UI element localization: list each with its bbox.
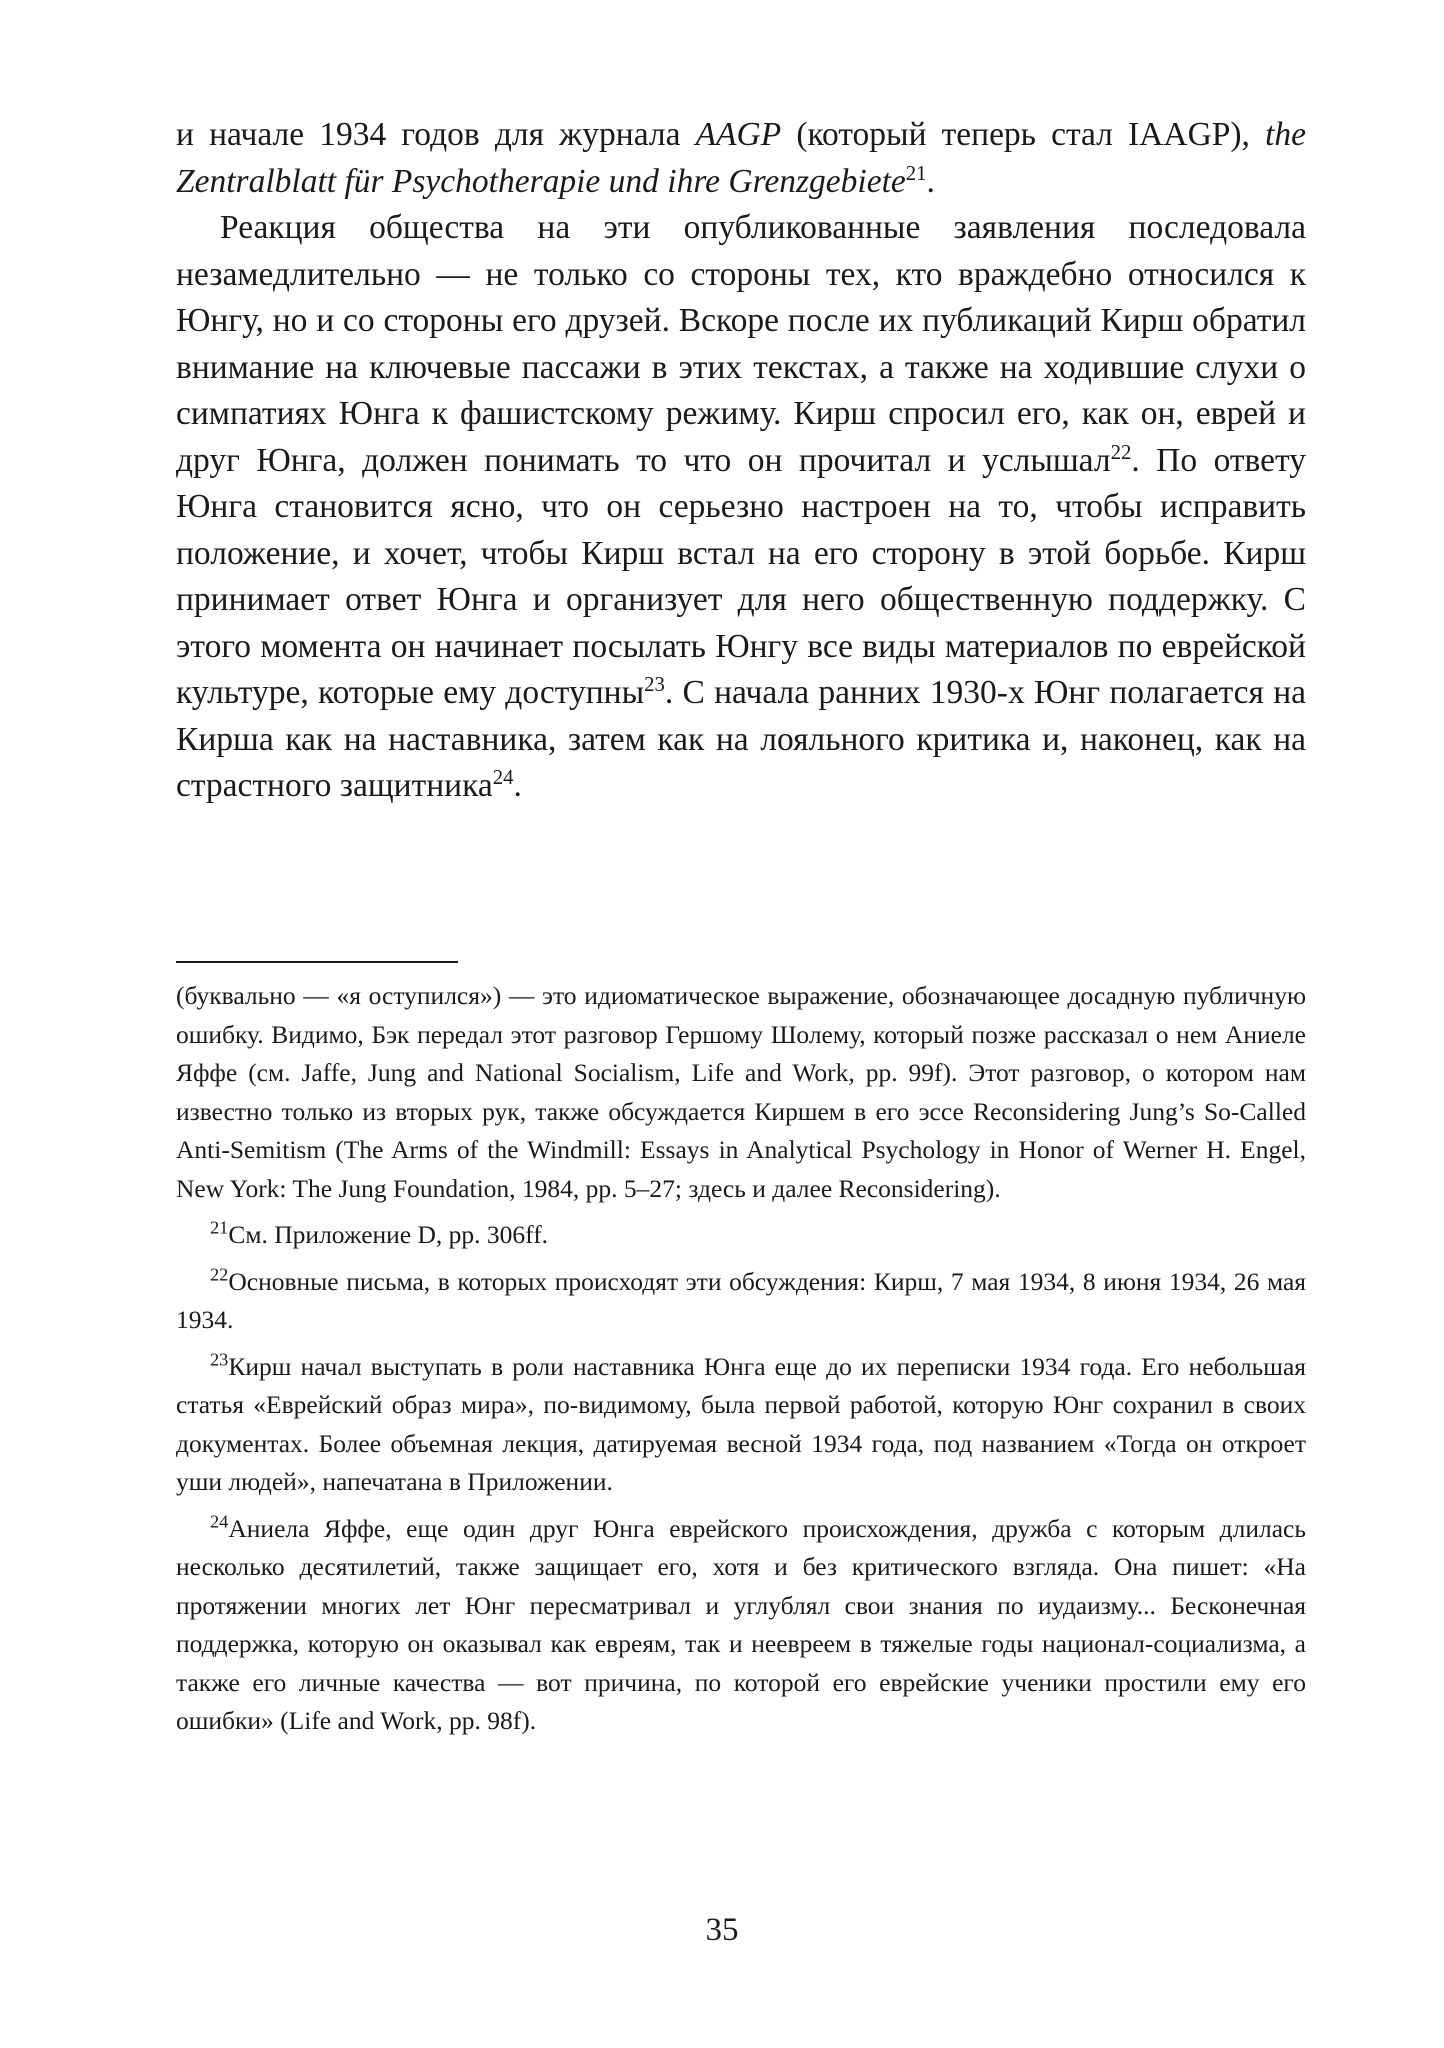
paragraph-2 (176, 205, 1306, 810)
footnote-23 (176, 1348, 1306, 1502)
footnote-number: 23 (210, 1349, 229, 1369)
p2-text-3: . С начала ранних 1930-х Юнг полагается на Кирша как на наставника, затем как на лояльного критика и, наконец, как на страстного защитника (176, 674, 1306, 804)
p1-end: . (926, 162, 935, 200)
footnote-number: 22 (210, 1264, 229, 1284)
footnote-ref-23: 23 (644, 672, 665, 696)
footnote-text: Аниела Яффе, еще один друг Юнга еврейского происхождения, дружба с которым длилась несколько десятилетий, также защищает его, хотя и без критического взгляда. Она пишет: «На протяжении многих лет Юнг пересматривал и углублял свои знания по иудаизму... Бесконечная поддержка, которую он оказывал как евреям, так и неевреем в тяжелые годы национал-социализма, а также его личные качества — вот причина, по которой его еврейские ученики простили ему его ошибки» (Life and Work, pp. 98f). (176, 1513, 1306, 1735)
footnote-divider (176, 961, 458, 963)
footnote-continuation: (буквально — «я оступился») — это идиоматическое выражение, обозначающее досадную публичную ошибку. Видимо, Бэк передал этот разговор Гершому Шолему, который позже рассказал о нем Аниеле Яффе (см. Jaffe, Jung and National Socialism, Life and Work, pp. 99f). Этот разговор, о котором нам известно только из вторых рук, также обсуждается Киршем в его эссе Reconsidering Jung’s So-Called Anti-Semitism (The Arms of the Windmill: Essays in Analytical Psychology in Honor of Werner H. Engel, New York: The Jung Foundation, 1984, pp. 5–27; здесь и далее Reconsidering). (176, 981, 1306, 1203)
paragraph-1 (176, 112, 1306, 205)
p2-text-2: . По ответу Юнга становится ясно, что он серьезно настроен на то, чтобы исправить положение, и хочет, чтобы Кирш встал на его сторону в этой борьбе. Кирш принимает ответ Юнга и организует для него общественную поддержку. С этого момента он начинает посылать Юнгу все виды материалов по еврейской культуре, которые ему доступны (176, 441, 1306, 711)
p1-text: и начале 1934 годов для журнала (176, 116, 696, 153)
footnote-text: См. Приложение D, pp. 306ff. (228, 1220, 549, 1249)
footnote-text: Кирш начал выступать в роли наставника Юнга еще до их переписки 1934 года. Его небольшая статья «Еврейский образ мира», по-видимому, была первой работой, которую Юнг сохранил в своих документах. Более объемная лекция, датируемая весной 1934 года, под названием «Тогда он откроет уши людей», напечатана в Приложении. (176, 1351, 1306, 1496)
p2-text-1: Реакция общества на эти опубликованные заявления последовала незамедлительно — не только со стороны тех, кто враждебно относился к Юнгу, но и со стороны его друзей. Вскоре после их публикаций Кирш обратил внимание на ключевые пассажи в этих текстах, а также на ходившие слухи о симпатиях Юнга к фашистскому режиму. Кирш спросил его, как он, еврей и друг Юнга, должен понимать то что он прочитал и услышал (176, 209, 1306, 479)
page-number: 35 (705, 1912, 739, 1948)
journal-name-aagp: AAGP (695, 116, 782, 153)
main-text (176, 112, 1306, 810)
footnotes (176, 977, 1306, 1741)
footnote-24 (176, 1510, 1306, 1741)
footnote-ref-22: 22 (1110, 440, 1132, 464)
footnote-number: 21 (210, 1217, 229, 1238)
footnote-ref-21: 21 (905, 161, 927, 185)
journal-name-zentralblatt: the Zentralblatt für Psychotherapie und ihre Grenzgebiete (176, 116, 1306, 200)
footnote-ref-24: 24 (492, 765, 514, 789)
footnote-22 (176, 1263, 1306, 1340)
footnote-number: 24 (210, 1511, 229, 1531)
p1-text-mid: (который теперь стал IAAGP), (781, 116, 1266, 153)
p2-end: . (513, 767, 522, 804)
footnote-21 (176, 1216, 1306, 1255)
footnote-text: Основные письма, в которых происходят эти обсуждения: Кирш, 7 мая 1934, 8 июня 1934, 26 мая 1934. (176, 1266, 1306, 1334)
